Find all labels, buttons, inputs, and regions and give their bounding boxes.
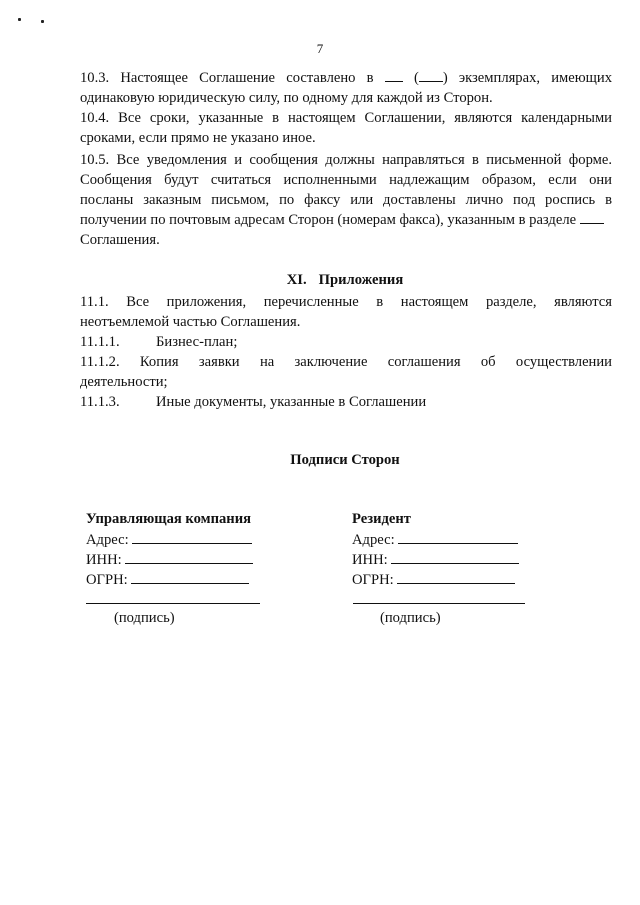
paragraph-10-3-line1: 10.3. Настоящее Соглашение составлено в ( ) экземплярах, имеющих <box>80 70 612 86</box>
paragraph-10-4-line2: сроками, если прямо не указано иное. <box>80 130 316 146</box>
inn-blank <box>391 549 519 564</box>
address-blank <box>132 529 252 544</box>
party-name: Управляющая компания <box>86 511 252 527</box>
copies-count-blank <box>385 68 403 82</box>
address-field: Адрес: <box>86 529 276 549</box>
scan-speck <box>18 18 21 21</box>
paragraph-10-5-line3: посланы заказным письмом, по факсу или доставлены лично под роспись в <box>80 192 612 208</box>
ogrn-field: ОГРН: <box>352 569 542 589</box>
inn-field: ИНН: <box>86 549 276 569</box>
paragraph-11-1-line2: неотъемлемой частью Соглашения. <box>80 314 301 330</box>
list-item-11-1-1 <box>80 332 612 352</box>
paragraph-10-5-line2: Сообщения будут считаться исполненными надлежащим образом, если они <box>80 172 612 188</box>
ogrn-blank <box>397 569 515 584</box>
page-number: 7 <box>316 41 324 56</box>
list-item-number: 11.1.1. <box>80 334 120 350</box>
ogrn-blank <box>131 569 249 584</box>
inn-blank <box>125 549 253 564</box>
paragraph-10-5-line1: 10.5. Все уведомления и сообщения должны направляться в письменной форме. <box>80 152 612 168</box>
list-item-text: Копия заявки на заключение соглашения об осуществлении <box>139 354 612 370</box>
list-item-number: 11.1.3. <box>80 394 120 410</box>
paragraph-11-1-line1: 11.1. Все приложения, перечисленные в настоящем разделе, являются <box>80 294 612 310</box>
signature-line-left <box>86 603 260 604</box>
list-item-text: Иные документы, указанные в Соглашении <box>156 394 427 410</box>
signature-block-resident <box>352 509 542 589</box>
list-item-text: Бизнес-план; <box>156 334 238 350</box>
list-item-number: 11.1.2. <box>80 354 120 370</box>
section-ref-blank <box>580 210 604 224</box>
signature-line-right <box>353 603 525 604</box>
signatures-title: Подписи Сторон <box>290 452 400 468</box>
paragraph-10-5-line5: Соглашения. <box>80 232 160 248</box>
signature-caption-right: (подпись) <box>380 610 441 626</box>
copies-count-words-blank <box>419 68 443 82</box>
scan-speck <box>41 20 44 23</box>
section-11-number: XI. <box>286 272 307 288</box>
section-11-heading <box>0 270 640 290</box>
inn-field: ИНН: <box>352 549 542 569</box>
signature-block-management-company <box>86 509 276 589</box>
list-item-11-1-3 <box>80 392 612 412</box>
paragraph-10-4-line1: 10.4. Все сроки, указанные в настоящем Соглашении, являются календарными <box>80 110 612 126</box>
list-item-11-1-2 <box>80 352 612 372</box>
list-item-11-1-2-cont: деятельности; <box>80 374 168 390</box>
address-blank <box>398 529 518 544</box>
ogrn-field: ОГРН: <box>86 569 276 589</box>
address-field: Адрес: <box>352 529 542 549</box>
section-11-title: Приложения <box>318 272 404 288</box>
signature-caption-left: (подпись) <box>114 610 175 626</box>
paragraph-10-3-line2: одинаковую юридическую силу, по одному для каждой из Сторон. <box>80 90 493 106</box>
party-name: Резидент <box>352 511 411 527</box>
paragraph-10-5-line4: получении по почтовым адресам Сторон (номерам факса), указанным в разделе <box>80 210 612 230</box>
